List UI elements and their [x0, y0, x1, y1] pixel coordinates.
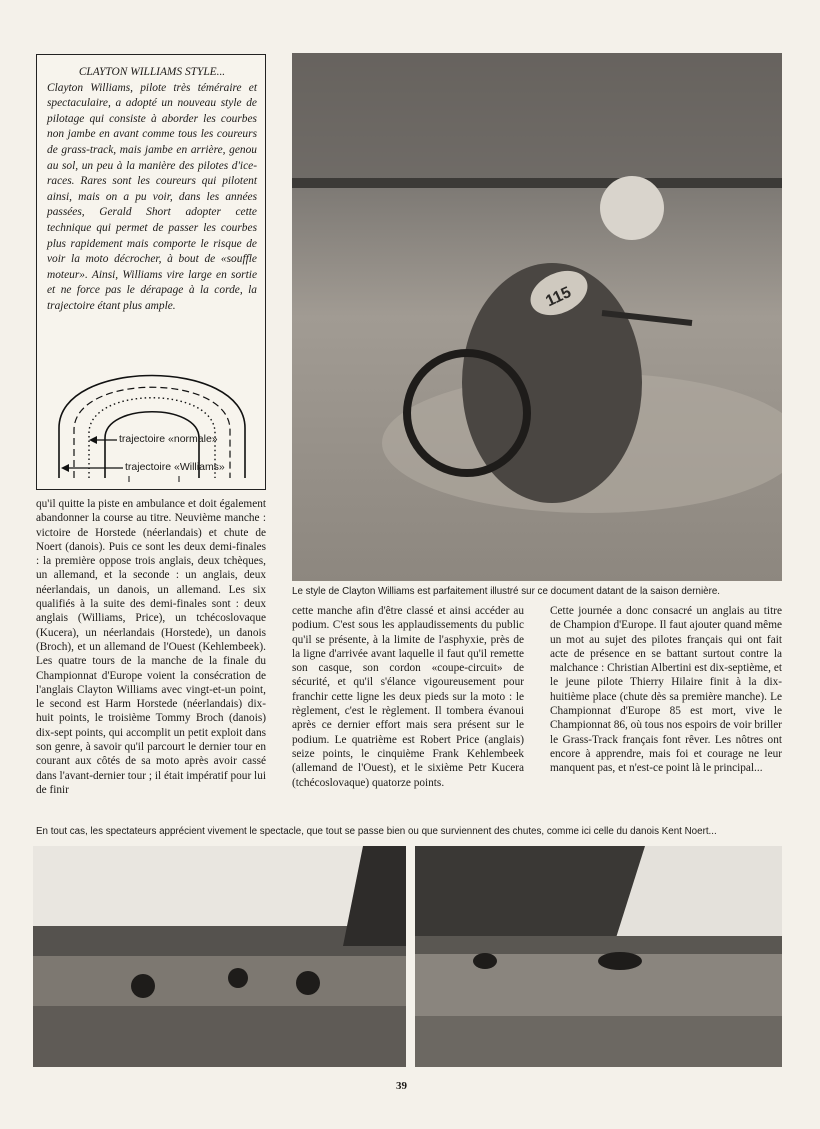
number-plate: 115 [543, 283, 574, 311]
main-photo-svg [292, 53, 782, 581]
trajectory-diagram [49, 338, 255, 483]
bottom-photo-right-svg [415, 846, 782, 1067]
sidebar-title: CLAYTON WILLIAMS STYLE... [78, 66, 226, 78]
page-number: 39 [396, 1080, 407, 1092]
sidebar-box [36, 54, 266, 490]
bottom-photos-caption: En tout cas, les spectateurs apprécient vivement le spectacle, que tout se passe bien ou que surviennent des chutes, comme ici celle du danois Kent Noert... [36, 826, 717, 837]
bottom-photo-left [33, 846, 406, 1067]
label-normal-trajectory: trajectoire «normale» [119, 433, 218, 445]
main-photo-caption: Le style de Clayton Williams est parfaitement illustré sur ce document datant de la saison dernière. [292, 586, 721, 597]
column-3: Cette journée a donc consacré un anglais au titre de Champion d'Europe. Il faut ajouter quand même un mot au sujet des pilotes français qui ont fait acte de présence en se battant surtout contre la malchance : Christian Albertini est dix-septième, et le jeune pilote Thierry Hilaire finit à la dix-huitième place (chute dès sa première manche). Le Championnat d'Europe 85 est mort, vive le Championnat 86, où tous nos espoirs de voir briller le Grass-Track français font rêver. Les nôtres ont encore à apprendre, mais foi et courage ne leur manquent pas, et n'est-ce point là le principal... [550, 605, 782, 775]
label-williams-trajectory: trajectoire «Williams» [125, 461, 225, 473]
bottom-photo-right [415, 846, 782, 1067]
sidebar-body: Clayton Williams, pilote très téméraire et spectaculaire, a adopté un nouveau style de pilotage qui consiste à aborder les courbes non jambe en avant comme tous les coureurs de grass-track, mais jambe en arrière, genou au sol, un peu à la manière des pilotes d'ice-races. Rares sont les coureurs qui pilotent ainsi, mais on a pu voir, dans les années passées, Gerald Short adopter cette technique qui permet de passer les courbes plus rapidement mais comporte le risque de voir la moto décrocher, à bout de «souffle moteur». Ainsi, Williams vire large en sortie et ne force pas le dérapage à la corde, la trajectoire étant plus ample. [47, 81, 257, 312]
sidebar-text [47, 65, 257, 315]
column-1: qu'il quitte la piste en ambulance et doit également abandonner la course au titre. Neuvième manche : victoire de Horstede (néerlandais) et chute de Noert (danois). Puis ce sont les deux demi-finales : la première oppose trois anglais, deux tchèques, un allemand, et la seconde : un anglais, deux néerlandais, un danois, un allemand. Les six qualifiés à la suite des demi-finales sont : deux anglais (Williams, Price), un tchécoslovaque (Kucera), un néerlandais (Horstede), un danois (Broch), et un allemand de l'Ouest (Kehlembeek). Les quatre tours de la manche de la finale du Championnat d'Europe voient la consécration de l'anglais Clayton Williams avec vingt-et-un point, le second est Harm Horstede (néerlandais) dix-huit points, le troisième Tommy Broch (danois) dix-sept points, qui accomplit un petit exploit dans son genre, à savoir qu'il parcourt le dernier tour en courant aux côtés de sa moto après avoir cassé dans l'avant-dernier tour ; il était impératif pour lui de finir [36, 498, 266, 796]
bottom-photo-left-svg [33, 846, 406, 1067]
column-2: cette manche afin d'être classé et ainsi accéder au podium. C'est sous les applaudissements du public qu'il se présente, à la limite de l'asphyxie, près de la ligne d'arrivée avant laquelle il faut qu'il remette son casque, son cordon «coupe-circuit» de sécurité, et qu'il s'élance vigoureusement pour franchir cette ligne les deux pieds sur la moto : le règlement, c'est le règlement. Il tombera évanoui après ce dernier effort mais sera présent sur le podium. Le quatrième est Robert Price (anglais) seize points, le cinquième Frank Kehlembeek (allemand de l'Ouest), et le sixième Petr Kucera (tchécoslovaque) quatorze points. [292, 605, 524, 789]
main-photo [292, 53, 782, 581]
